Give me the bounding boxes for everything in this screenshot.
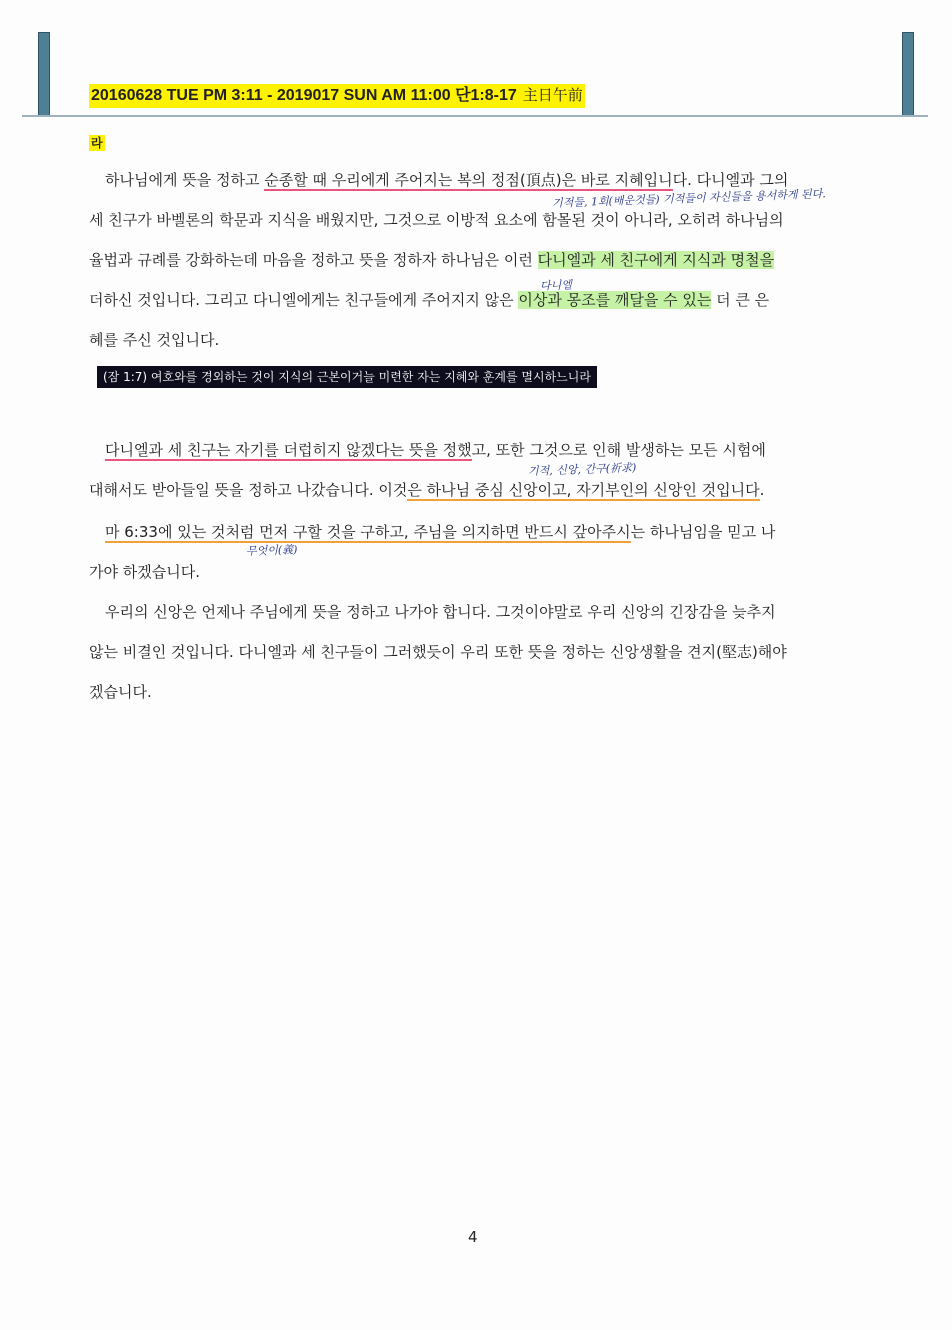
paragraph-4-line-2: 않는 비결인 것입니다. 다니엘과 세 친구들이 그러했듯이 우리 또한 뜻을 정하는 신앙생활을 견지(堅志)해야: [89, 643, 787, 661]
text-run: 다. 다니엘과 그의: [672, 171, 789, 189]
page-number: 4: [468, 1228, 478, 1246]
paragraph-2-line-1: [89, 430, 867, 470]
underlined-text: 순종할 때 우리에게 주어지는 복의 정점(頂点)은 바로 지혜입니: [264, 171, 673, 189]
highlighted-text: 다니엘과 세 친구에게 지식과 명철을: [537, 251, 775, 269]
handwritten-note-4: 무엇이(義): [245, 543, 298, 558]
text-run: .: [759, 481, 765, 499]
underlined-text: 마 6:33에 있는 것처럼 먼저 구할 것을 구하고, 주님을 의지하면 반드시 갚아주시: [105, 523, 631, 541]
paragraph-3-line-2: 가야 하겠습니다.: [89, 563, 200, 581]
paragraph-2-line-2: [89, 470, 867, 510]
text-run: 는 하나님임을 믿고 나: [630, 523, 776, 541]
header-title: [89, 84, 585, 108]
header-right-bar: [902, 32, 914, 116]
paragraph-3: [89, 512, 867, 592]
paragraph-3-line-1: [89, 512, 867, 552]
paragraph-4-line-1: 우리의 신앙은 언제나 주님에게 뜻을 정하고 나가야 합니다. 그것이야말로 우리 신앙의 긴장감을 늦추지: [105, 603, 776, 621]
section-mark: 라: [91, 136, 103, 150]
verse-quote: (잠 1:7) 여호와를 경외하는 것이 지식의 근본이거늘 미련한 자는 지혜와 훈계를 멸시하느니라: [97, 366, 597, 388]
handwritten-note-1: 기적들, 1회(배운것들) 기적들이 자신들을 용서하게 된다.: [551, 187, 826, 210]
text-run: 율법과 규례를 강화하는데 마음을 정하고 뜻을 정하자 하나님은 이런: [89, 251, 538, 269]
paragraph-1-line-2: 세 친구가 바벨론의 학문과 지식을 배웠지만, 그것으로 이방적 요소에 함몰된 것이 아니라, 오히려 하나님의: [89, 211, 784, 229]
paragraph-1-line-3: [89, 240, 867, 280]
text-run: 대해서도 받아들일 뜻을 정하고 나갔습니다. 이것: [89, 481, 408, 499]
paragraph-1-line-4: [89, 280, 867, 320]
handwritten-note-2: 다니엘: [539, 278, 573, 293]
text-run: 하나님에게 뜻을 정하고: [105, 171, 265, 189]
header-left-bar: [38, 32, 50, 116]
header-rule: [22, 115, 928, 117]
handwritten-note-3: 기적, 신앙, 간구(祈求): [527, 461, 637, 478]
header-title-text: 20160628 TUE PM 3:11 - 2019017 SUN AM 11:00 단1:8-17: [91, 87, 517, 104]
header-hanja: 主日午前: [522, 87, 583, 104]
paragraph-1-line-5: 혜를 주신 것입니다.: [89, 331, 220, 349]
text-run: 더 큰 은: [711, 291, 770, 309]
text-run: 고, 또한 그것으로 인해 발생하는 모든 시험에: [471, 441, 766, 459]
text-run: 더하신 것입니다. 그리고 다니엘에게는 친구들에게 주어지지 않은: [89, 291, 519, 309]
paragraph-4: [89, 592, 867, 712]
underlined-text: 다니엘과 세 친구는 자기를 더럽히지 않겠다는 뜻을 정했: [105, 441, 472, 459]
paragraph-2: [89, 430, 867, 510]
highlighted-text: 이상과 몽조를 깨달을 수 있는: [518, 291, 712, 309]
paragraph-4-line-3: 겠습니다.: [89, 683, 152, 701]
underlined-text: 은 하나님 중심 신앙이고, 자기부인의 신앙인 것입니다: [407, 481, 760, 499]
